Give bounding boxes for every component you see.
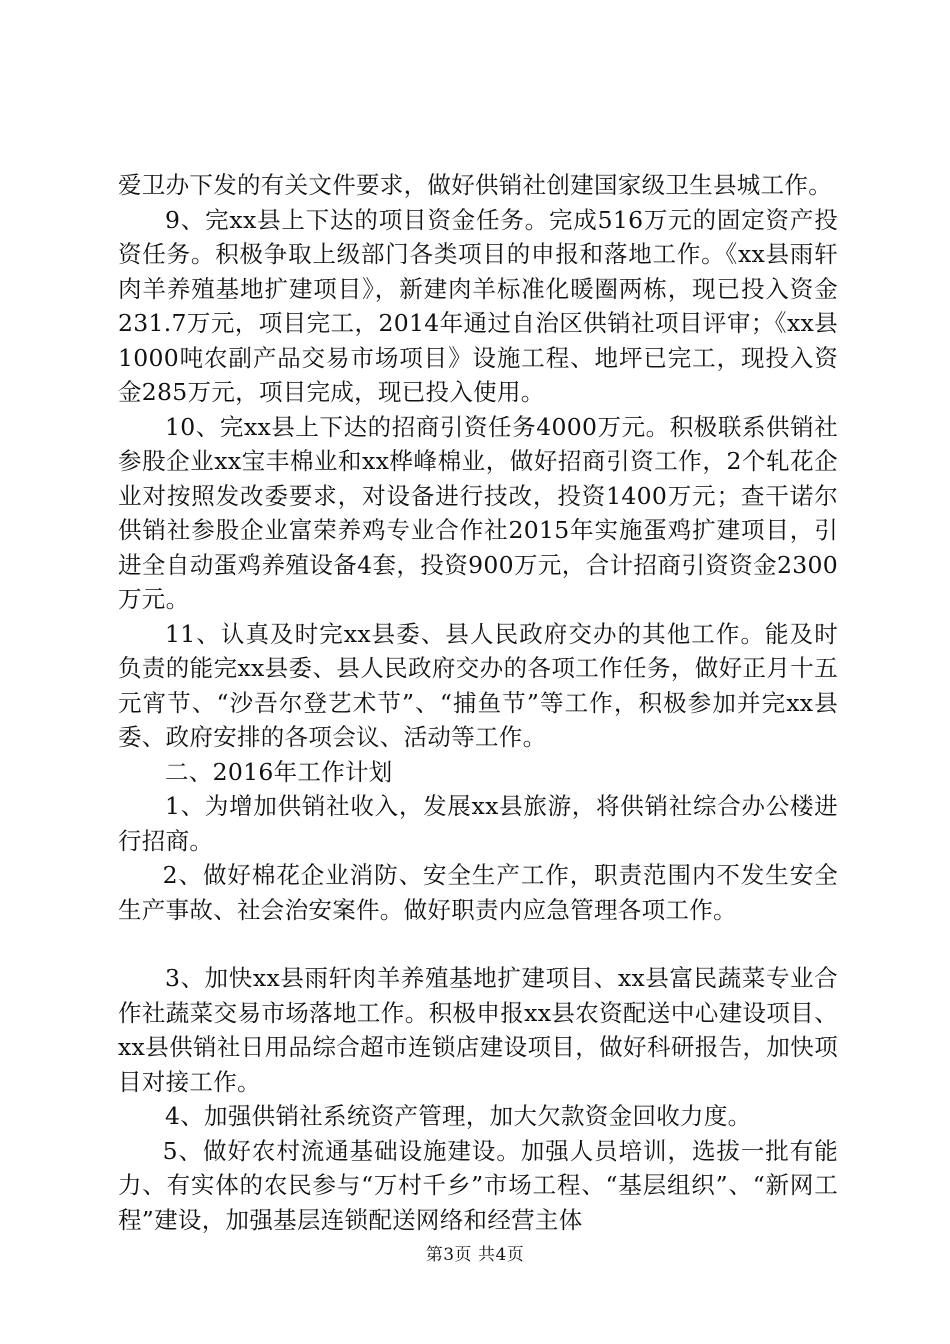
- paragraph-plan-5: 5、做好农村流通基础设施建设。加强人员培训，选拔一批有能力、有实体的农民参与“万村千乡”市场工程、“基层组织”、“新网工程”建设，加强基层连锁配送网络和经营主体: [118, 1136, 838, 1234]
- paragraph-plan-1: 1、为增加供销社收入，发展xx县旅游，将供销社综合办公楼进行招商。: [118, 792, 838, 855]
- paragraph-plan-2: 2、做好棉花企业消防、安全生产工作，职责范围内不发生安全生产事故、社会治安案件。做好职责内应急管理各项工作。: [118, 861, 838, 924]
- paragraph-item-11: 11、认真及时完xx县委、县人民政府交办的其他工作。能及时负责的能完xx县委、县人民政府交办的各项工作任务，做好正月十五元宵节、“沙吾尔登艺术节”、“捕鱼节”等工作，积极参加并完xx县委、政府安排的各项会议、活动等工作。: [118, 619, 838, 751]
- page-number-footer: 第3页 共4页: [425, 1245, 525, 1265]
- paragraph-plan-4: 4、加强供销社系统资产管理，加大欠款资金回收力度。: [165, 1102, 752, 1130]
- paragraph-item-9: 9、完xx县上下达的项目资金任务。完成516万元的固定资产投资任务。积极争取上级部门各类项目的申报和落地工作。《xx县雨轩肉羊养殖基地扩建项目》，新建肉羊标准化暖圈两栋，现已投入资金231.7万元，项目完工，2014年通过自治区供销社项目评审；《xx县1000吨农副产品交易市场项目》设施工程、地坪已完工，现投入资金285万元，项目完成，现已投入使用。: [118, 205, 838, 406]
- paragraph-item-10: 10、完xx县上下达的招商引资任务4000万元。积极联系供销社参股企业xx宝丰棉业和xx桦峰棉业，做好招商引资工作，2个轧花企业对按照发改委要求，对设备进行技改，投资1400万元；查干诺尔供销社参股企业富荣养鸡专业合作社2015年实施蛋鸡扩建项目，引进全自动蛋鸡养殖设备4套，投资900万元，合计招商引资资金2300万元。: [118, 412, 838, 613]
- paragraph-plan-3: 3、加快xx县雨轩肉羊养殖基地扩建项目、xx县富民蔬菜专业合作社蔬菜交易市场落地工作。积极申报xx县农资配送中心建设项目、xx县供销社日用品综合超市连锁店建设项目，做好科研报告，加快项目对接工作。: [118, 964, 838, 1096]
- paragraph-gap: [118, 927, 838, 961]
- section-heading-2016-plan: 二、2016年工作计划: [165, 757, 393, 786]
- paragraph-continuation: 爱卫办下发的有关文件要求，做好供销社创建国家级卫生县城工作。: [118, 171, 832, 199]
- document-body: [118, 168, 838, 1237]
